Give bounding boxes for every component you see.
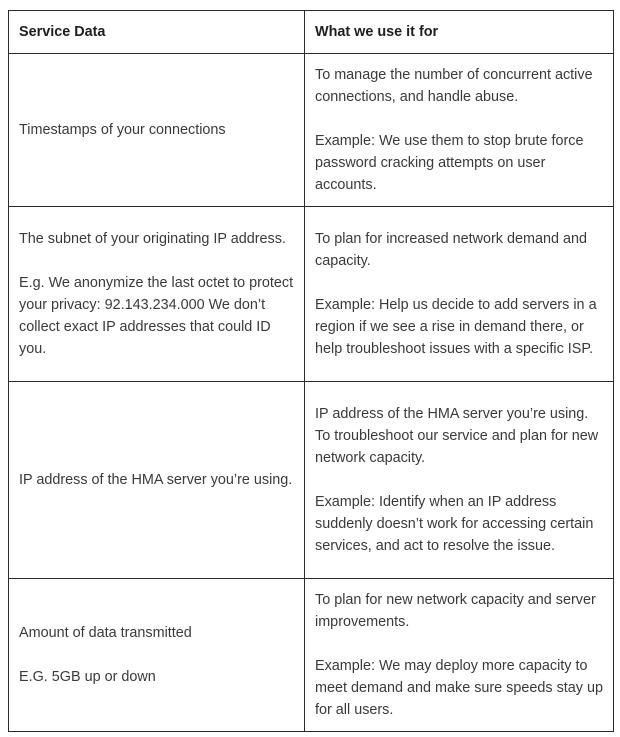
usage-cell <box>305 579 614 732</box>
cell-text: Example: Identify when an IP address suddenly doesn’t work for accessing certain services, and act to resolve the issue. <box>315 494 594 554</box>
table-row <box>9 207 614 382</box>
cell-text: To plan for new network capacity and server improvements. <box>315 592 596 630</box>
cell-text: The subnet of your originating IP address. <box>19 231 286 247</box>
column-header-usage: What we use it for <box>305 11 614 54</box>
cell-text: To manage the number of concurrent active connections, and handle abuse. <box>315 67 593 105</box>
cell-text: Amount of data transmitted <box>19 625 192 641</box>
service-data-table <box>8 10 614 732</box>
cell-text: Timestamps of your connections <box>19 122 226 138</box>
service-data-cell <box>9 54 305 207</box>
table-header-row <box>9 11 614 54</box>
table-row <box>9 382 614 579</box>
service-data-cell <box>9 382 305 579</box>
cell-text: Example: We may deploy more capacity to meet demand and make sure speeds stay up for all users. <box>315 658 603 718</box>
usage-cell <box>305 54 614 207</box>
cell-text: E.g. We anonymize the last octet to protect your privacy: 92.143.234.000 We don’t collect exact IP addresses that could ID you. <box>19 275 294 357</box>
cell-text: Example: We use them to stop brute force password cracking attempts on user accounts. <box>315 133 584 193</box>
cell-text: To plan for increased network demand and capacity. <box>315 231 587 269</box>
table-row <box>9 579 614 732</box>
table-row <box>9 54 614 207</box>
service-data-cell <box>9 579 305 732</box>
column-header-service-data: Service Data <box>9 11 305 54</box>
service-data-cell <box>9 207 305 382</box>
cell-text: E.G. 5GB up or down <box>19 669 156 685</box>
cell-text: Example: Help us decide to add servers in a region if we see a rise in demand there, or help troubleshoot issues with a specific ISP. <box>315 297 597 357</box>
usage-cell <box>305 207 614 382</box>
usage-cell <box>305 382 614 579</box>
cell-text: IP address of the HMA server you’re using. To troubleshoot our service and plan for new network capacity. <box>315 406 599 466</box>
cell-text: IP address of the HMA server you’re using. <box>19 472 293 488</box>
